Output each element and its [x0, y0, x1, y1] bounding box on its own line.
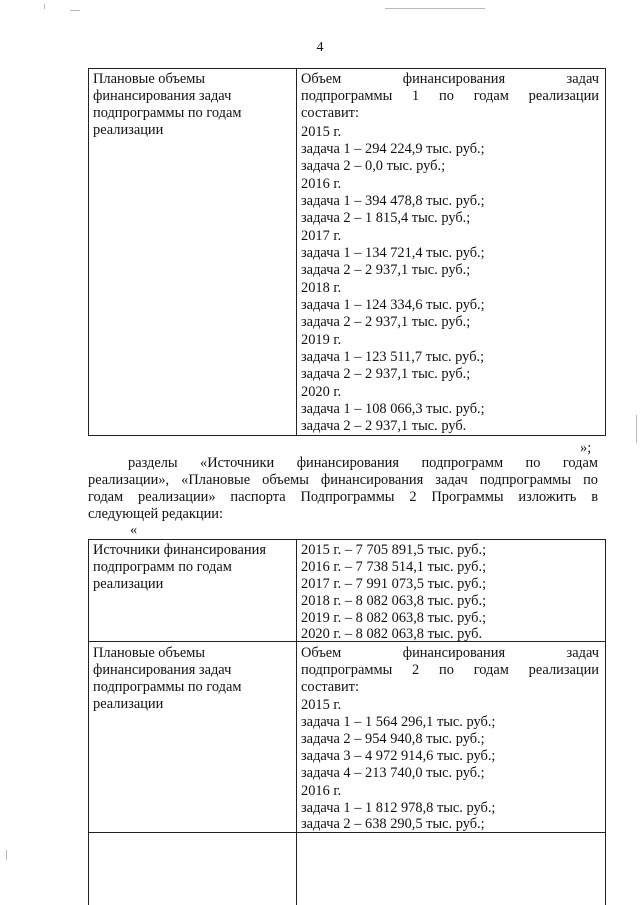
label-line: Источники финансирования — [93, 542, 266, 558]
paragraph-line: реализации», «Плановые объемы финансирования задач подпрограммы по — [88, 472, 598, 488]
label-line: реализации — [93, 122, 164, 138]
funding-line: 2016 г. – 7 738 514,1 тыс. руб.; — [301, 559, 487, 575]
label-line: подпрограмм по годам — [93, 559, 232, 575]
task-line: задача 1 – 1 564 296,1 тыс. руб.; — [301, 714, 496, 730]
year-heading: 2018 г. — [301, 280, 342, 296]
intro-line: составит: — [301, 679, 359, 695]
task-line: задача 1 – 394 478,8 тыс. руб.; — [301, 193, 485, 209]
label-line: Плановые объемы — [93, 645, 206, 661]
task-line: задача 1 – 108 066,3 тыс. руб.; — [301, 401, 485, 417]
label-line: реализации — [93, 576, 164, 592]
year-heading: 2019 г. — [301, 332, 342, 348]
intro-line: Объем финансирования задач — [301, 71, 599, 87]
task-line: задача 1 – 1 812 978,8 тыс. руб.; — [301, 800, 496, 816]
year-heading: 2016 г. — [301, 783, 342, 799]
task-line: задача 1 – 124 334,6 тыс. руб.; — [301, 297, 485, 313]
intro-line: составит: — [301, 105, 359, 121]
label-line: Плановые объемы — [93, 71, 206, 87]
scan-mark — [70, 10, 80, 11]
opening-quote: « — [130, 522, 138, 538]
funding-line: 2019 г. – 8 082 063,8 тыс. руб.; — [301, 610, 487, 626]
closing-quote: »; — [580, 440, 592, 456]
task-line: задача 2 – 1 815,4 тыс. руб.; — [301, 210, 471, 226]
label-line: финансирования задач — [93, 662, 232, 678]
table-1-column-divider — [296, 68, 297, 436]
task-line: задача 2 – 2 937,1 тыс. руб.; — [301, 262, 471, 278]
task-line: задача 2 – 2 937,1 тыс. руб.; — [301, 314, 471, 330]
label-line: подпрограммы по годам — [93, 105, 242, 121]
label-line: финансирования задач — [93, 88, 232, 104]
scan-mark — [44, 4, 45, 9]
funding-line: 2015 г. – 7 705 891,5 тыс. руб.; — [301, 542, 487, 558]
task-line: задача 2 – 2 937,1 тыс. руб. — [301, 418, 467, 434]
paragraph-line: годам реализации» паспорта Подпрограммы 2 Программы изложить в — [88, 489, 598, 505]
paragraph-line: следующей редакции: — [88, 506, 223, 522]
year-heading: 2015 г. — [301, 124, 342, 140]
scan-mark — [636, 415, 637, 443]
task-line: задача 1 – 294 224,9 тыс. руб.; — [301, 141, 485, 157]
year-heading: 2020 г. — [301, 384, 342, 400]
task-line: задача 3 – 4 972 914,6 тыс. руб.; — [301, 748, 496, 764]
intro-line: подпрограммы 1 по годам реализации — [301, 88, 599, 104]
year-heading: 2016 г. — [301, 176, 342, 192]
label-line: подпрограммы по годам — [93, 679, 242, 695]
task-line: задача 1 – 123 511,7 тыс. руб.; — [301, 349, 485, 365]
funding-line: 2020 г. – 8 082 063,8 тыс. руб. — [301, 626, 483, 642]
page-number: 4 — [316, 40, 324, 55]
table-2-column-divider — [296, 539, 297, 905]
task-line: задача 2 – 638 290,5 тыс. руб.; — [301, 816, 485, 832]
year-heading: 2015 г. — [301, 697, 342, 713]
task-line: задача 4 – 213 740,0 тыс. руб.; — [301, 765, 485, 781]
funding-line: 2017 г. – 7 991 073,5 тыс. руб.; — [301, 576, 487, 592]
task-line: задача 1 – 134 721,4 тыс. руб.; — [301, 245, 485, 261]
task-line: задача 2 – 2 937,1 тыс. руб.; — [301, 366, 471, 382]
scan-mark — [385, 8, 485, 9]
year-heading: 2017 г. — [301, 228, 342, 244]
label-line: реализации — [93, 696, 164, 712]
scan-mark — [6, 850, 7, 860]
task-line: задача 2 – 0,0 тыс. руб.; — [301, 158, 446, 174]
funding-line: 2018 г. – 8 082 063,8 тыс. руб.; — [301, 593, 487, 609]
paragraph-line: разделы «Источники финансирования подпрограмм по годам — [128, 455, 598, 471]
task-line: задача 2 – 954 940,8 тыс. руб.; — [301, 731, 485, 747]
intro-line: подпрограммы 2 по годам реализации — [301, 662, 599, 678]
intro-line: Объем финансирования задач — [301, 645, 599, 661]
